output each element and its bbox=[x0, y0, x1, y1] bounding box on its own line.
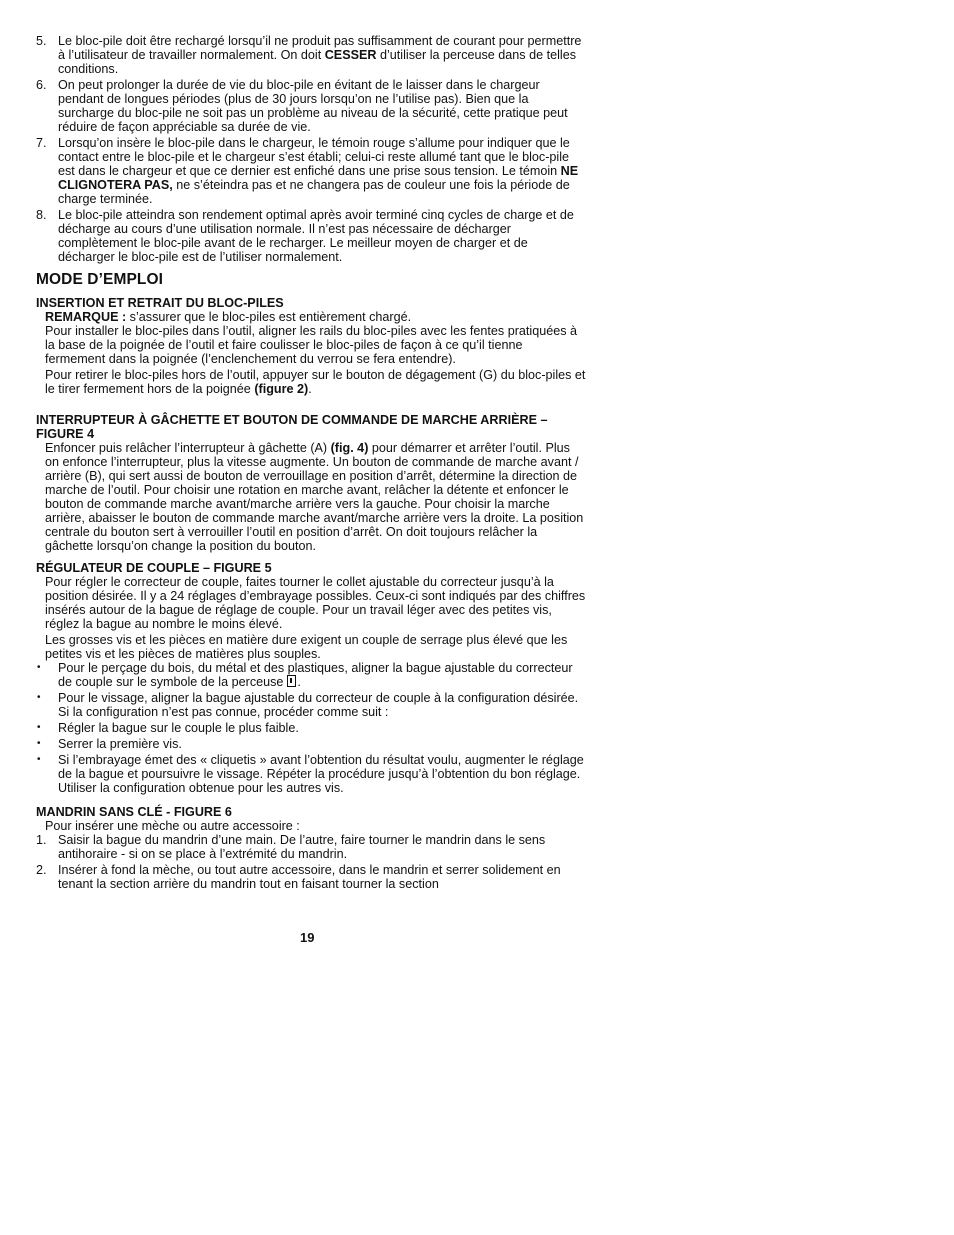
paragraph: Pour installer le bloc-piles dans l’outil, aligner les rails du bloc-piles avec les fentes pratiquées à la base de la poignée de l’outil et faire coulisser le bloc-piles de façon à ce qu’il tienne fermement dans la poignée (l’enclenchement du verrou se fera entendre). bbox=[45, 324, 578, 366]
bullet-item: • Pour le perçage du bois, du métal et des plastiques, aligner la bague ajustable du correcteur de couple sur le symbole de la perceuse . bbox=[37, 661, 573, 689]
page-number: 19 bbox=[300, 930, 315, 945]
trigger-heading: INTERRUPTEUR À GÂCHETTE ET BOUTON DE COMMANDE DE MARCHE ARRIÈRE – FIGURE 4 bbox=[36, 413, 548, 441]
list-number: 2. bbox=[36, 863, 47, 877]
paragraph: Pour retirer le bloc-piles hors de l’outil, appuyer sur le bouton de dégagement (G) du bloc-piles et le tirer fermement hors de la poignée (figure 2). bbox=[45, 368, 586, 396]
list-number: 8. bbox=[36, 208, 47, 222]
bullet-icon: • bbox=[37, 754, 41, 765]
list-number: 7. bbox=[36, 136, 47, 150]
bullet-icon: • bbox=[37, 722, 41, 733]
paragraph: Pour régler le correcteur de couple, faites tourner le collet ajustable du correcteur jusqu’à la position désirée. Il y a 24 réglages d’embrayage possibles. Ceux-ci sont indiqués par des chiffres insérés autour de la bague de réglage de couple. Pour un travail léger avec des petites vis, réglez la bague au nombre le moins élevé. bbox=[45, 575, 586, 631]
chuck-heading: MANDRIN SANS CLÉ - FIGURE 6 bbox=[36, 805, 232, 819]
torque-section bbox=[36, 575, 586, 661]
paragraph: Les grosses vis et les pièces en matière dure exigent un couple de serrage plus élevé que les petites vis et les pièces de matières plus souples. bbox=[45, 633, 568, 661]
list-item: 1. Saisir la bague du mandrin d’une main. De l’autre, faire tourner le mandrin dans le sens antihoraire - si on se place à l’extrémité du mandrin. bbox=[36, 833, 546, 861]
list-number: 1. bbox=[36, 833, 47, 847]
insertion-heading: INSERTION ET RETRAIT DU BLOC-PILES bbox=[36, 296, 284, 310]
insertion-section bbox=[36, 310, 586, 396]
list-item: 7. Lorsqu’on insère le bloc-pile dans le chargeur, le témoin rouge s’allume pour indiquer que le contact entre le bloc-pile et le chargeur s’est établi; celui-ci reste allumé tant que le bloc-pile est dans le chargeur et que ce dernier est enfiché dans une prise sous tension. Le témoin NE CLIGNOTERA PAS, ne s’éteindra pas et ne changera pas de couleur une fois la période de charge terminée. bbox=[36, 136, 579, 206]
note: REMARQUE : s’assurer que le bloc-piles est entièrement chargé. bbox=[45, 310, 412, 324]
document-body bbox=[36, 34, 586, 893]
list-item: 6. On peut prolonger la durée de vie du bloc-pile en évitant de le laisser dans le chargeur pendant de longues périodes (plus de 30 jours lorsqu’on ne l’utilise pas). Bien que la surcharge du bloc-pile ne soit pas un problème au niveau de la sécurité, cette pratique peut réduire de façon appréciable sa durée de vie. bbox=[36, 78, 568, 134]
charging-list bbox=[36, 34, 586, 264]
list-item: 5. Le bloc-pile doit être rechargé lorsqu’il ne produit pas suffisamment de courant pour permettre à l’utilisateur de travailler normalement. On doit CESSER d’utiliser la perceuse dans de telles conditions. bbox=[36, 34, 582, 76]
chuck-intro: Pour insérer une mèche ou autre accessoire : bbox=[45, 819, 300, 833]
bullet-item: • Régler la bague sur le couple le plus faible. bbox=[37, 721, 299, 735]
trigger-section bbox=[36, 441, 586, 553]
list-item: 8. Le bloc-pile atteindra son rendement optimal après avoir terminé cinq cycles de charge et de décharge au cours d’une utilisation normale. Il n’est pas nécessaire de décharger complètement le bloc-pile avant de le recharger. Le meilleur moyen de charger et de décharger le bloc-pile est de l’utiliser normalement. bbox=[36, 208, 574, 264]
bullet-item: • Si l’embrayage émet des « cliquetis » avant l’obtention du résultat voulu, augmenter le réglage de la bague et poursuivre le vissage. Répéter la procédure jusqu’à l’obtention du bon réglage. Utiliser la configuration obtenue pour les autres vis. bbox=[37, 753, 584, 795]
list-number: 5. bbox=[36, 34, 47, 48]
paragraph: Enfoncer puis relâcher l’interrupteur à gâchette (A) (fig. 4) pour démarrer et arrêter l’outil. Plus on enfonce l’interrupteur, plus la vitesse augmente. Un bouton de commande de marche avant / arrière (B), qui sert aussi de bouton de verrouillage en position d’arrêt, détermine la direction de marche de l’outil. Pour choisir une rotation en marche avant, relâcher la détente et enfoncer le bouton de commande marche avant/marche arrière vers la gauche. Pour choisir la marche arrière, abaisser le bouton de commande marche avant/marche arrière vers la droite. La position centrale du bouton sert à verrouiller l’outil en position d’arrêt. On doit toujours relâcher la gâchette lorsqu’on change la position du bouton. bbox=[45, 441, 584, 553]
drill-symbol-icon bbox=[287, 675, 296, 687]
torque-heading: RÉGULATEUR DE COUPLE – FIGURE 5 bbox=[36, 561, 272, 575]
bullet-icon: • bbox=[37, 692, 41, 703]
bullet-icon: • bbox=[37, 662, 41, 673]
bullet-icon: • bbox=[37, 738, 41, 749]
bullet-item: • Pour le vissage, aligner la bague ajustable du correcteur de couple à la configuration désirée. Si la configuration n’est pas connue, procéder comme suit : bbox=[37, 691, 579, 719]
list-number: 6. bbox=[36, 78, 47, 92]
section-title: MODE D’EMPLOI bbox=[36, 271, 164, 288]
list-item: 2. Insérer à fond la mèche, ou tout autre accessoire, dans le mandrin et serrer solidement en tenant la section arrière du mandrin tout en faisant tourner la section bbox=[36, 863, 561, 891]
bullet-item: • Serrer la première vis. bbox=[37, 737, 182, 751]
